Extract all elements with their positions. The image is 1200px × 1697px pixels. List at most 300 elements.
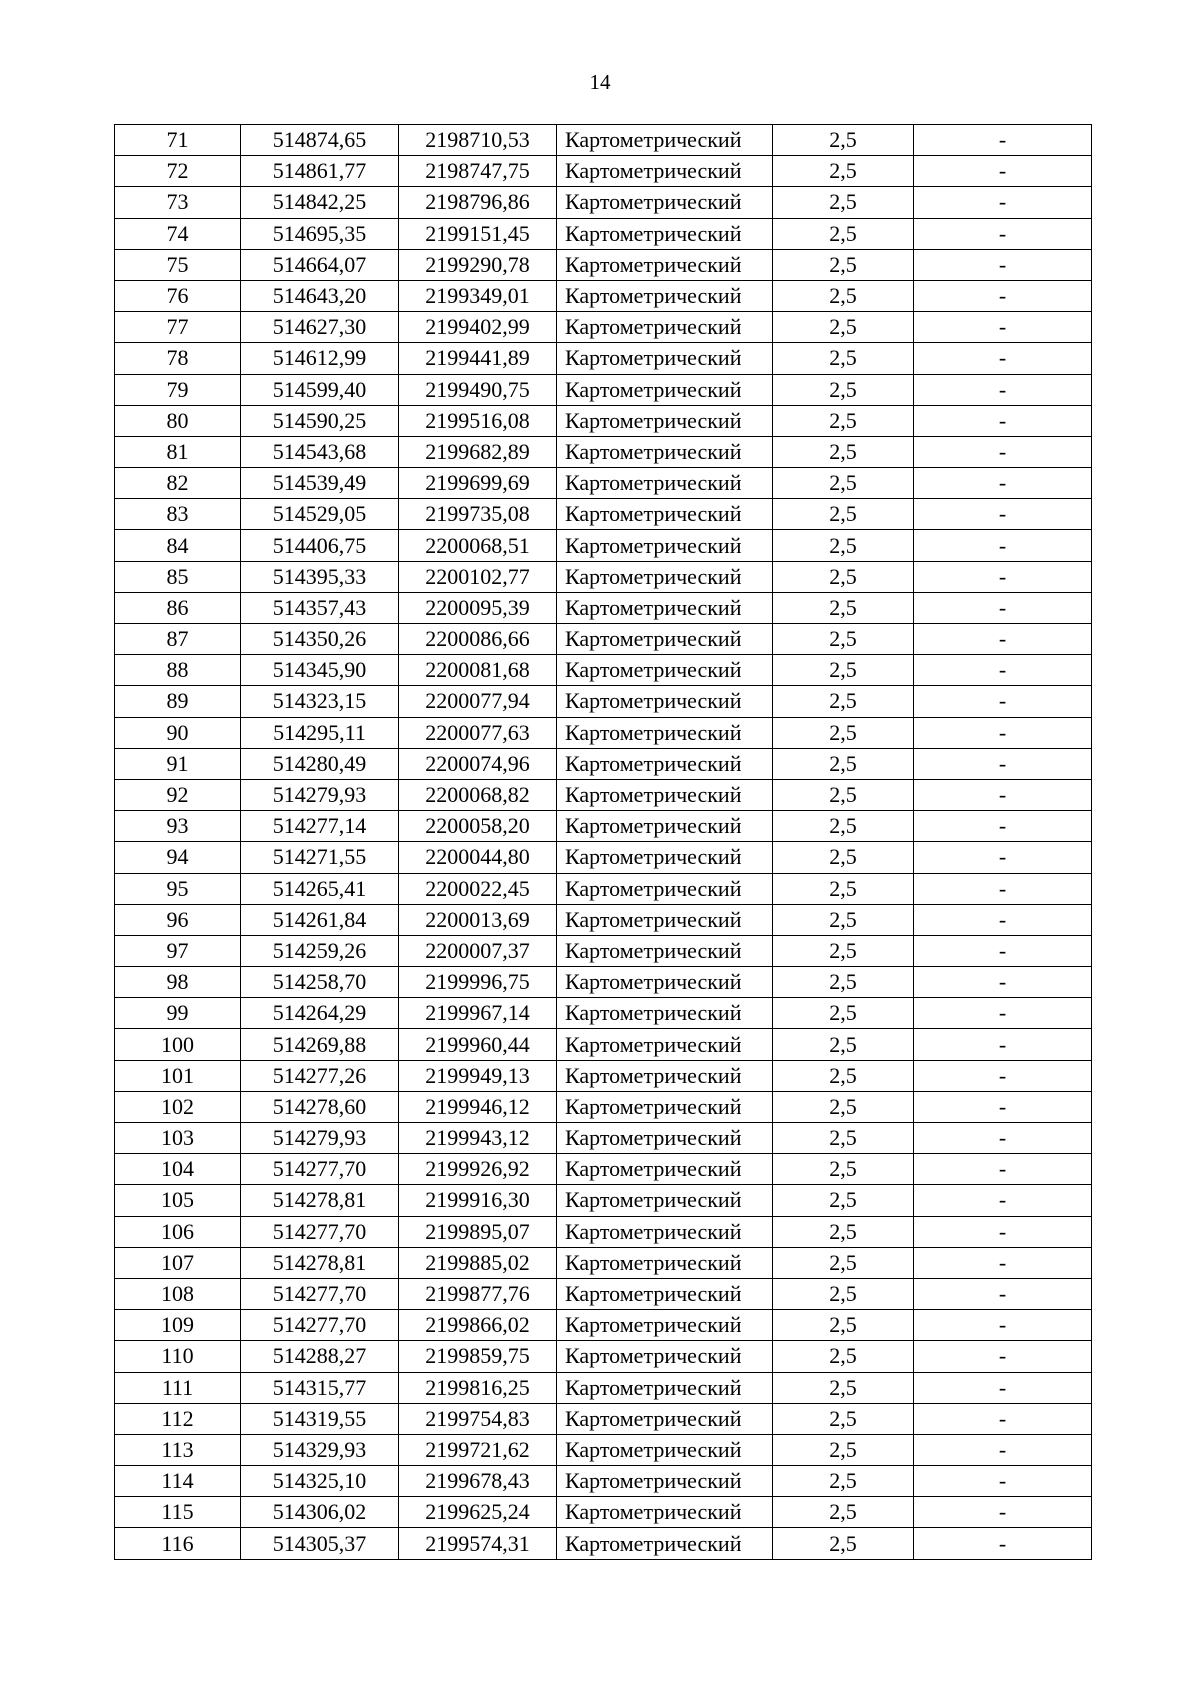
note-cell: -	[914, 842, 1092, 873]
method-cell: Картометрический	[557, 1310, 773, 1341]
x-coordinate-cell: 514599,40	[241, 374, 399, 405]
table-row	[115, 1528, 1092, 1559]
method-cell: Картометрический	[557, 1403, 773, 1434]
y-coordinate-cell: 2199402,99	[399, 312, 557, 343]
page-number: 14	[589, 70, 611, 94]
point-number-cell: 93	[115, 811, 241, 842]
point-number-cell: 77	[115, 312, 241, 343]
x-coordinate-cell: 514277,70	[241, 1310, 399, 1341]
point-number-cell: 109	[115, 1310, 241, 1341]
note-cell: -	[914, 1341, 1092, 1372]
accuracy-cell: 2,5	[773, 967, 914, 998]
note-cell: -	[914, 624, 1092, 655]
x-coordinate-cell: 514406,75	[241, 530, 399, 561]
accuracy-cell: 2,5	[773, 592, 914, 623]
accuracy-cell: 2,5	[773, 530, 914, 561]
method-cell: Картометрический	[557, 592, 773, 623]
y-coordinate-cell: 2198796,86	[399, 187, 557, 218]
method-cell: Картометрический	[557, 156, 773, 187]
x-coordinate-cell: 514539,49	[241, 468, 399, 499]
x-coordinate-cell: 514319,55	[241, 1403, 399, 1434]
accuracy-cell: 2,5	[773, 811, 914, 842]
accuracy-cell: 2,5	[773, 624, 914, 655]
accuracy-cell: 2,5	[773, 187, 914, 218]
y-coordinate-cell: 2200022,45	[399, 873, 557, 904]
method-cell: Картометрический	[557, 1466, 773, 1497]
method-cell: Картометрический	[557, 1060, 773, 1091]
x-coordinate-cell: 514288,27	[241, 1341, 399, 1372]
table-row	[115, 1029, 1092, 1060]
x-coordinate-cell: 514861,77	[241, 156, 399, 187]
note-cell: -	[914, 312, 1092, 343]
y-coordinate-cell: 2199859,75	[399, 1341, 557, 1372]
x-coordinate-cell: 514261,84	[241, 904, 399, 935]
note-cell: -	[914, 811, 1092, 842]
note-cell: -	[914, 1029, 1092, 1060]
y-coordinate-cell: 2200081,68	[399, 655, 557, 686]
method-cell: Картометрический	[557, 1123, 773, 1154]
method-cell: Картометрический	[557, 717, 773, 748]
point-number-cell: 114	[115, 1466, 241, 1497]
point-number-cell: 104	[115, 1154, 241, 1185]
point-number-cell: 87	[115, 624, 241, 655]
table-row	[115, 1278, 1092, 1309]
y-coordinate-cell: 2198747,75	[399, 156, 557, 187]
note-cell: -	[914, 592, 1092, 623]
point-number-cell: 74	[115, 218, 241, 249]
note-cell: -	[914, 374, 1092, 405]
x-coordinate-cell: 514279,93	[241, 1123, 399, 1154]
note-cell: -	[914, 1060, 1092, 1091]
y-coordinate-cell: 2199866,02	[399, 1310, 557, 1341]
table-row	[115, 811, 1092, 842]
accuracy-cell: 2,5	[773, 343, 914, 374]
method-cell: Картометрический	[557, 1528, 773, 1559]
method-cell: Картометрический	[557, 125, 773, 156]
table-row	[115, 1466, 1092, 1497]
point-number-cell: 101	[115, 1060, 241, 1091]
note-cell: -	[914, 436, 1092, 467]
table-row	[115, 249, 1092, 280]
y-coordinate-cell: 2200077,94	[399, 686, 557, 717]
y-coordinate-cell: 2200007,37	[399, 935, 557, 966]
point-number-cell: 76	[115, 280, 241, 311]
x-coordinate-cell: 514280,49	[241, 748, 399, 779]
y-coordinate-cell: 2199960,44	[399, 1029, 557, 1060]
method-cell: Картометрический	[557, 1497, 773, 1528]
table-row	[115, 717, 1092, 748]
method-cell: Картометрический	[557, 1341, 773, 1372]
point-number-cell: 98	[115, 967, 241, 998]
accuracy-cell: 2,5	[773, 1185, 914, 1216]
accuracy-cell: 2,5	[773, 1528, 914, 1559]
method-cell: Картометрический	[557, 779, 773, 810]
accuracy-cell: 2,5	[773, 779, 914, 810]
table-row	[115, 1123, 1092, 1154]
y-coordinate-cell: 2199946,12	[399, 1091, 557, 1122]
note-cell: -	[914, 1497, 1092, 1528]
note-cell: -	[914, 249, 1092, 280]
x-coordinate-cell: 514357,43	[241, 592, 399, 623]
x-coordinate-cell: 514264,29	[241, 998, 399, 1029]
y-coordinate-cell: 2200058,20	[399, 811, 557, 842]
point-number-cell: 111	[115, 1372, 241, 1403]
accuracy-cell: 2,5	[773, 1341, 914, 1372]
note-cell: -	[914, 1216, 1092, 1247]
point-number-cell: 105	[115, 1185, 241, 1216]
y-coordinate-cell: 2199996,75	[399, 967, 557, 998]
table-row	[115, 499, 1092, 530]
note-cell: -	[914, 779, 1092, 810]
y-coordinate-cell: 2199949,13	[399, 1060, 557, 1091]
table-row	[115, 1341, 1092, 1372]
accuracy-cell: 2,5	[773, 561, 914, 592]
note-cell: -	[914, 1185, 1092, 1216]
method-cell: Картометрический	[557, 499, 773, 530]
accuracy-cell: 2,5	[773, 249, 914, 280]
x-coordinate-cell: 514305,37	[241, 1528, 399, 1559]
table-row	[115, 998, 1092, 1029]
table-row	[115, 1060, 1092, 1091]
accuracy-cell: 2,5	[773, 1434, 914, 1465]
method-cell: Картометрический	[557, 187, 773, 218]
point-number-cell: 82	[115, 468, 241, 499]
x-coordinate-cell: 514627,30	[241, 312, 399, 343]
table-row	[115, 374, 1092, 405]
note-cell: -	[914, 998, 1092, 1029]
table-row	[115, 1310, 1092, 1341]
table-row	[115, 1403, 1092, 1434]
table-row	[115, 280, 1092, 311]
note-cell: -	[914, 1434, 1092, 1465]
point-number-cell: 90	[115, 717, 241, 748]
method-cell: Картометрический	[557, 967, 773, 998]
accuracy-cell: 2,5	[773, 842, 914, 873]
y-coordinate-cell: 2199721,62	[399, 1434, 557, 1465]
y-coordinate-cell: 2198710,53	[399, 125, 557, 156]
note-cell: -	[914, 561, 1092, 592]
accuracy-cell: 2,5	[773, 1372, 914, 1403]
y-coordinate-cell: 2199926,92	[399, 1154, 557, 1185]
point-number-cell: 86	[115, 592, 241, 623]
y-coordinate-cell: 2200068,51	[399, 530, 557, 561]
y-coordinate-cell: 2200102,77	[399, 561, 557, 592]
table-row	[115, 125, 1092, 156]
point-number-cell: 110	[115, 1341, 241, 1372]
note-cell: -	[914, 686, 1092, 717]
method-cell: Картометрический	[557, 873, 773, 904]
y-coordinate-cell: 2199682,89	[399, 436, 557, 467]
note-cell: -	[914, 1403, 1092, 1434]
y-coordinate-cell: 2199625,24	[399, 1497, 557, 1528]
accuracy-cell: 2,5	[773, 1310, 914, 1341]
accuracy-cell: 2,5	[773, 312, 914, 343]
point-number-cell: 80	[115, 405, 241, 436]
y-coordinate-cell: 2199967,14	[399, 998, 557, 1029]
table-row	[115, 312, 1092, 343]
note-cell: -	[914, 967, 1092, 998]
point-number-cell: 100	[115, 1029, 241, 1060]
note-cell: -	[914, 655, 1092, 686]
accuracy-cell: 2,5	[773, 1091, 914, 1122]
x-coordinate-cell: 514277,14	[241, 811, 399, 842]
note-cell: -	[914, 1528, 1092, 1559]
accuracy-cell: 2,5	[773, 405, 914, 436]
y-coordinate-cell: 2199516,08	[399, 405, 557, 436]
accuracy-cell: 2,5	[773, 374, 914, 405]
point-number-cell: 79	[115, 374, 241, 405]
note-cell: -	[914, 873, 1092, 904]
table-row	[115, 436, 1092, 467]
accuracy-cell: 2,5	[773, 717, 914, 748]
y-coordinate-cell: 2199735,08	[399, 499, 557, 530]
accuracy-cell: 2,5	[773, 873, 914, 904]
x-coordinate-cell: 514258,70	[241, 967, 399, 998]
note-cell: -	[914, 748, 1092, 779]
accuracy-cell: 2,5	[773, 156, 914, 187]
x-coordinate-cell: 514329,93	[241, 1434, 399, 1465]
accuracy-cell: 2,5	[773, 1403, 914, 1434]
y-coordinate-cell: 2199877,76	[399, 1278, 557, 1309]
point-number-cell: 97	[115, 935, 241, 966]
x-coordinate-cell: 514325,10	[241, 1466, 399, 1497]
accuracy-cell: 2,5	[773, 1466, 914, 1497]
y-coordinate-cell: 2200068,82	[399, 779, 557, 810]
method-cell: Картометрический	[557, 218, 773, 249]
table-row	[115, 1091, 1092, 1122]
y-coordinate-cell: 2199699,69	[399, 468, 557, 499]
point-number-cell: 71	[115, 125, 241, 156]
note-cell: -	[914, 468, 1092, 499]
y-coordinate-cell: 2199574,31	[399, 1528, 557, 1559]
x-coordinate-cell: 514664,07	[241, 249, 399, 280]
method-cell: Картометрический	[557, 561, 773, 592]
method-cell: Картометрический	[557, 1216, 773, 1247]
method-cell: Картометрический	[557, 312, 773, 343]
table-row	[115, 624, 1092, 655]
note-cell: -	[914, 280, 1092, 311]
table-row	[115, 686, 1092, 717]
point-number-cell: 107	[115, 1247, 241, 1278]
x-coordinate-cell: 514306,02	[241, 1497, 399, 1528]
point-number-cell: 89	[115, 686, 241, 717]
accuracy-cell: 2,5	[773, 1247, 914, 1278]
x-coordinate-cell: 514643,20	[241, 280, 399, 311]
note-cell: -	[914, 1310, 1092, 1341]
point-number-cell: 96	[115, 904, 241, 935]
table-row	[115, 218, 1092, 249]
point-number-cell: 83	[115, 499, 241, 530]
note-cell: -	[914, 935, 1092, 966]
method-cell: Картометрический	[557, 624, 773, 655]
accuracy-cell: 2,5	[773, 935, 914, 966]
y-coordinate-cell: 2199916,30	[399, 1185, 557, 1216]
note-cell: -	[914, 530, 1092, 561]
accuracy-cell: 2,5	[773, 280, 914, 311]
note-cell: -	[914, 1154, 1092, 1185]
y-coordinate-cell: 2199441,89	[399, 343, 557, 374]
point-number-cell: 94	[115, 842, 241, 873]
accuracy-cell: 2,5	[773, 436, 914, 467]
x-coordinate-cell: 514271,55	[241, 842, 399, 873]
x-coordinate-cell: 514323,15	[241, 686, 399, 717]
x-coordinate-cell: 514345,90	[241, 655, 399, 686]
method-cell: Картометрический	[557, 530, 773, 561]
note-cell: -	[914, 187, 1092, 218]
point-number-cell: 85	[115, 561, 241, 592]
method-cell: Картометрический	[557, 686, 773, 717]
method-cell: Картометрический	[557, 904, 773, 935]
y-coordinate-cell: 2200095,39	[399, 592, 557, 623]
table-row	[115, 1216, 1092, 1247]
table-row	[115, 935, 1092, 966]
accuracy-cell: 2,5	[773, 125, 914, 156]
table-row	[115, 1434, 1092, 1465]
note-cell: -	[914, 1466, 1092, 1497]
y-coordinate-cell: 2199490,75	[399, 374, 557, 405]
x-coordinate-cell: 514277,70	[241, 1216, 399, 1247]
x-coordinate-cell: 514265,41	[241, 873, 399, 904]
table-row	[115, 187, 1092, 218]
point-number-cell: 113	[115, 1434, 241, 1465]
accuracy-cell: 2,5	[773, 1497, 914, 1528]
x-coordinate-cell: 514874,65	[241, 125, 399, 156]
point-number-cell: 84	[115, 530, 241, 561]
method-cell: Картометрический	[557, 468, 773, 499]
x-coordinate-cell: 514529,05	[241, 499, 399, 530]
method-cell: Картометрический	[557, 998, 773, 1029]
accuracy-cell: 2,5	[773, 1154, 914, 1185]
method-cell: Картометрический	[557, 343, 773, 374]
method-cell: Картометрический	[557, 280, 773, 311]
accuracy-cell: 2,5	[773, 1278, 914, 1309]
table-row	[115, 1372, 1092, 1403]
point-number-cell: 75	[115, 249, 241, 280]
table-row	[115, 405, 1092, 436]
y-coordinate-cell: 2199754,83	[399, 1403, 557, 1434]
accuracy-cell: 2,5	[773, 748, 914, 779]
x-coordinate-cell: 514590,25	[241, 405, 399, 436]
method-cell: Картометрический	[557, 748, 773, 779]
note-cell: -	[914, 1091, 1092, 1122]
coordinates-table	[114, 124, 1092, 1560]
method-cell: Картометрический	[557, 374, 773, 405]
method-cell: Картометрический	[557, 1029, 773, 1060]
note-cell: -	[914, 499, 1092, 530]
point-number-cell: 99	[115, 998, 241, 1029]
table-row	[115, 655, 1092, 686]
accuracy-cell: 2,5	[773, 218, 914, 249]
y-coordinate-cell: 2200077,63	[399, 717, 557, 748]
y-coordinate-cell: 2200086,66	[399, 624, 557, 655]
x-coordinate-cell: 514543,68	[241, 436, 399, 467]
y-coordinate-cell: 2199895,07	[399, 1216, 557, 1247]
x-coordinate-cell: 514315,77	[241, 1372, 399, 1403]
accuracy-cell: 2,5	[773, 686, 914, 717]
accuracy-cell: 2,5	[773, 1123, 914, 1154]
x-coordinate-cell: 514259,26	[241, 935, 399, 966]
x-coordinate-cell: 514395,33	[241, 561, 399, 592]
table-row	[115, 592, 1092, 623]
point-number-cell: 78	[115, 343, 241, 374]
method-cell: Картометрический	[557, 1247, 773, 1278]
y-coordinate-cell: 2200013,69	[399, 904, 557, 935]
x-coordinate-cell: 514279,93	[241, 779, 399, 810]
table-row	[115, 561, 1092, 592]
y-coordinate-cell: 2199349,01	[399, 280, 557, 311]
y-coordinate-cell: 2199816,25	[399, 1372, 557, 1403]
x-coordinate-cell: 514350,26	[241, 624, 399, 655]
point-number-cell: 112	[115, 1403, 241, 1434]
x-coordinate-cell: 514695,35	[241, 218, 399, 249]
method-cell: Картометрический	[557, 842, 773, 873]
y-coordinate-cell: 2199943,12	[399, 1123, 557, 1154]
point-number-cell: 106	[115, 1216, 241, 1247]
accuracy-cell: 2,5	[773, 1060, 914, 1091]
table-row	[115, 1497, 1092, 1528]
method-cell: Картометрический	[557, 1185, 773, 1216]
accuracy-cell: 2,5	[773, 1216, 914, 1247]
x-coordinate-cell: 514278,60	[241, 1091, 399, 1122]
accuracy-cell: 2,5	[773, 998, 914, 1029]
method-cell: Картометрический	[557, 436, 773, 467]
y-coordinate-cell: 2200044,80	[399, 842, 557, 873]
note-cell: -	[914, 1247, 1092, 1278]
accuracy-cell: 2,5	[773, 904, 914, 935]
note-cell: -	[914, 405, 1092, 436]
x-coordinate-cell: 514842,25	[241, 187, 399, 218]
table-row	[115, 967, 1092, 998]
note-cell: -	[914, 1372, 1092, 1403]
x-coordinate-cell: 514277,26	[241, 1060, 399, 1091]
point-number-cell: 92	[115, 779, 241, 810]
table-row	[115, 530, 1092, 561]
point-number-cell: 102	[115, 1091, 241, 1122]
point-number-cell: 103	[115, 1123, 241, 1154]
accuracy-cell: 2,5	[773, 499, 914, 530]
method-cell: Картометрический	[557, 405, 773, 436]
y-coordinate-cell: 2199290,78	[399, 249, 557, 280]
accuracy-cell: 2,5	[773, 655, 914, 686]
accuracy-cell: 2,5	[773, 468, 914, 499]
note-cell: -	[914, 218, 1092, 249]
x-coordinate-cell: 514277,70	[241, 1278, 399, 1309]
coordinates-table-body	[115, 125, 1092, 1560]
method-cell: Картометрический	[557, 249, 773, 280]
x-coordinate-cell: 514295,11	[241, 717, 399, 748]
method-cell: Картометрический	[557, 935, 773, 966]
note-cell: -	[914, 904, 1092, 935]
x-coordinate-cell: 514612,99	[241, 343, 399, 374]
note-cell: -	[914, 343, 1092, 374]
method-cell: Картометрический	[557, 811, 773, 842]
table-row	[115, 343, 1092, 374]
point-number-cell: 108	[115, 1278, 241, 1309]
point-number-cell: 115	[115, 1497, 241, 1528]
table-row	[115, 842, 1092, 873]
note-cell: -	[914, 1123, 1092, 1154]
point-number-cell: 73	[115, 187, 241, 218]
point-number-cell: 91	[115, 748, 241, 779]
table-row	[115, 873, 1092, 904]
table-row	[115, 904, 1092, 935]
y-coordinate-cell: 2199885,02	[399, 1247, 557, 1278]
note-cell: -	[914, 125, 1092, 156]
table-row	[115, 156, 1092, 187]
method-cell: Картометрический	[557, 1278, 773, 1309]
method-cell: Картометрический	[557, 1372, 773, 1403]
y-coordinate-cell: 2199151,45	[399, 218, 557, 249]
